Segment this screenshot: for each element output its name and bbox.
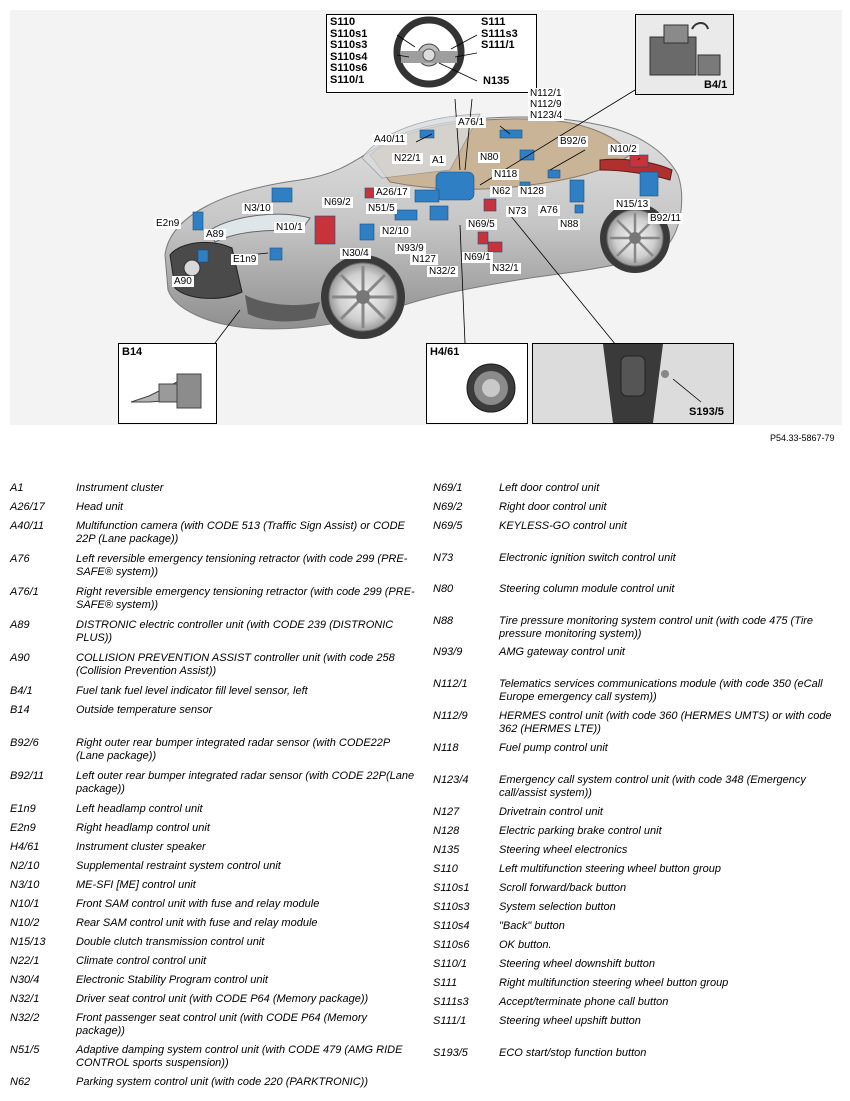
callout-label: A40/11 <box>374 134 405 145</box>
legend-code: N3/10 <box>10 879 40 891</box>
legend-code: S193/5 <box>433 1047 468 1059</box>
callout-label: A76/1 <box>458 117 485 128</box>
legend-description: Head unit <box>76 501 124 513</box>
legend-description: Driver seat control unit (with CODE P64 (Memory package)) <box>76 993 369 1005</box>
callout-label: A90 <box>174 276 192 287</box>
legend-description: Fuel tank fuel level indicator fill level sensor, left <box>76 685 308 697</box>
legend-code: N93/9 <box>433 646 463 658</box>
legend-code: A40/11 <box>10 520 45 532</box>
legend-code: N112/1 <box>433 678 468 690</box>
legend-description: Instrument cluster speaker <box>76 841 206 853</box>
legend-description: Steering wheel electronics <box>499 844 628 856</box>
callout-label: N112/1 <box>530 88 562 99</box>
legend-description: Left multifunction steering wheel button group <box>499 863 721 875</box>
legend-description: Right multifunction steering wheel button group <box>499 977 729 989</box>
legend-code: N80 <box>433 583 454 595</box>
callout-label: A76 <box>540 205 558 216</box>
callout-label: A89 <box>206 229 224 240</box>
legend-description: AMG gateway control unit <box>499 646 625 658</box>
legend-code: S111/1 <box>433 1015 467 1027</box>
eco-button-label: S193/5 <box>689 406 724 418</box>
legend-code: N69/2 <box>433 501 463 513</box>
legend-code: N51/5 <box>10 1044 40 1056</box>
callout-label: N32/1 <box>492 263 519 274</box>
sw-label: S111 <box>481 16 506 28</box>
legend-code: N73 <box>433 552 454 564</box>
legend-description: Climate control control unit <box>76 955 207 967</box>
legend-code: N62 <box>10 1076 31 1088</box>
legend-code: A90 <box>10 652 30 664</box>
speaker-inset <box>426 343 528 424</box>
speaker-icon <box>427 344 527 423</box>
sw-label: S111/1 <box>481 39 515 51</box>
legend-code: H4/61 <box>10 841 40 853</box>
legend-description: Front SAM control unit with fuse and relay module <box>76 898 320 910</box>
callout-label: N80 <box>480 152 499 163</box>
legend-description: Left headlamp control unit <box>76 803 203 815</box>
legend-description: Steering wheel downshift button <box>499 958 655 970</box>
callout-label: N118 <box>494 169 518 180</box>
callout-label: N128 <box>520 186 544 197</box>
callout-label: N10/1 <box>276 222 303 233</box>
legend-code: N32/2 <box>10 1012 40 1024</box>
legend-description: Supplemental restraint system control unit <box>76 860 281 872</box>
legend-description: Front passenger seat control unit (with CODE P64 (Memory package)) <box>76 1012 368 1037</box>
legend-description: ECO start/stop function button <box>499 1047 647 1059</box>
sw-label: S110s4 <box>330 50 368 63</box>
legend-code: N69/1 <box>433 482 463 494</box>
legend-description: OK button. <box>499 939 552 951</box>
legend-code: N10/1 <box>10 898 40 910</box>
legend-description: Rear SAM control unit with fuse and relay module <box>76 917 318 929</box>
legend-description: HERMES control unit (with code 360 (HERMES UMTS) or with code 362 (HERMES LTE)) <box>499 710 832 735</box>
legend-description: Telematics services communications module (with code 350 (eCall Europe emergency call system)) <box>499 678 823 703</box>
legend-description: Adaptive damping system control unit (with CODE 479 (AMG RIDE CONTROL sports suspension)) <box>76 1044 403 1069</box>
legend-code: B14 <box>10 704 30 716</box>
legend-code: E1n9 <box>10 803 36 815</box>
legend-description: Right outer rear bumper integrated radar sensor (with CODE22P (Lane package)) <box>76 737 390 762</box>
legend-description: Multifunction camera (with CODE 513 (Traffic Sign Assist) or CODE 22P (Lane package)) <box>76 520 405 545</box>
legend-description: ME-SFI [ME] control unit <box>76 879 196 891</box>
legend-code: B92/11 <box>10 770 45 782</box>
legend-code: N15/13 <box>10 936 46 948</box>
callout-label: E1n9 <box>233 254 257 265</box>
legend-code: S111s3 <box>433 996 469 1008</box>
sw-label: S110/1 <box>330 73 365 86</box>
callout-label: B92/11 <box>650 213 681 224</box>
legend-description: Electronic ignition switch control unit <box>499 552 676 564</box>
legend-description: Drivetrain control unit <box>499 806 603 818</box>
legend-description: Outside temperature sensor <box>76 704 213 716</box>
callout-label: N15/13 <box>616 199 649 210</box>
callout-label: N2/10 <box>382 226 409 237</box>
callout-label: N3/10 <box>244 203 271 214</box>
legend-code: A1 <box>10 482 24 494</box>
temperature-sensor-icon <box>119 344 216 423</box>
sw-label: S111s3 <box>481 27 518 40</box>
callout-label: N22/1 <box>394 153 421 164</box>
legend-description: Left outer rear bumper integrated radar sensor (with CODE 22P(Lane package)) <box>76 770 415 795</box>
legend-description: Left door control unit <box>499 482 600 494</box>
callout-label: N30/4 <box>342 248 369 259</box>
speaker-label: H4/61 <box>430 346 460 358</box>
callout-label: N69/1 <box>464 252 491 263</box>
fuel-sensor-label: B4/1 <box>704 79 728 91</box>
callout-label: N127 <box>412 254 436 265</box>
legend-description: Accept/terminate phone call button <box>499 996 669 1008</box>
legend-code: S110s1 <box>433 882 470 894</box>
legend-code: N127 <box>433 806 460 818</box>
legend-description: System selection button <box>499 901 616 913</box>
legend-code: N123/4 <box>433 774 469 786</box>
callout-label: N32/2 <box>429 266 456 277</box>
legend-code: N10/2 <box>10 917 40 929</box>
figure-reference-number: P54.33-5867-79 <box>770 433 835 443</box>
temperature-sensor-label: B14 <box>122 346 143 358</box>
sw-label-n135: N135 <box>483 75 510 87</box>
legend-code: A89 <box>10 619 30 631</box>
callout-label: A1 <box>432 155 445 166</box>
sw-label: S110s3 <box>330 39 368 51</box>
callout-label: B92/6 <box>560 136 587 147</box>
callout-label: N10/2 <box>610 144 637 155</box>
legend-description: Electronic Stability Program control unit <box>76 974 268 986</box>
legend-description: Right headlamp control unit <box>76 822 210 834</box>
sw-label: S110s6 <box>330 62 368 74</box>
legend-code: A26/17 <box>10 501 45 513</box>
fuel-sensor-inset <box>635 14 734 95</box>
legend-description: Left reversible emergency tensioning retractor (with code 299 (PRE-SAFE® system)) <box>76 553 408 578</box>
legend-code: S110s6 <box>433 939 470 951</box>
legend-code: N22/1 <box>10 955 40 967</box>
callout-label: N93/9 <box>397 243 424 254</box>
legend-description: COLLISION PREVENTION ASSIST controller unit (with code 258 (Collision Prevention Assist)) <box>76 652 395 677</box>
legend-description: Instrument cluster <box>76 482 164 494</box>
legend-code: A76 <box>10 553 30 565</box>
legend-description: Double clutch transmission control unit <box>76 936 265 948</box>
callout-label: N51/5 <box>368 203 395 214</box>
component-location-figure <box>10 10 842 425</box>
legend-description: Tire pressure monitoring system control unit (with code 475 (Tire pressure monitoring system)) <box>499 615 814 640</box>
legend-description: Fuel pump control unit <box>499 742 608 754</box>
legend-code: N135 <box>433 844 460 856</box>
legend-code: N118 <box>433 742 459 754</box>
callout-label: N88 <box>560 219 579 230</box>
legend-code: S110/1 <box>433 958 468 970</box>
legend-code: E2n9 <box>10 822 36 834</box>
callout-label: N112/9 <box>530 99 562 110</box>
callout-label: N123/4 <box>530 110 563 121</box>
left-button-group-list <box>330 17 367 86</box>
legend-description: Parking system control unit (with code 220 (PARKTRONIC)) <box>76 1076 368 1088</box>
sw-label: S110s1 <box>330 27 368 40</box>
sw-label: S110 <box>330 16 356 28</box>
callout-label: A26/17 <box>376 187 408 198</box>
legend-description: Emergency call system control unit (with code 348 (Emergency call/assist system)) <box>499 774 806 799</box>
legend-code: S110 <box>433 863 458 875</box>
legend-description: Scroll forward/back button <box>499 882 627 894</box>
callout-label: N69/5 <box>468 219 495 230</box>
legend-code: N32/1 <box>10 993 40 1005</box>
eco-button-inset <box>532 343 734 424</box>
legend-description: Right door control unit <box>499 501 607 513</box>
legend-description: "Back" button <box>499 920 565 932</box>
legend-code: A76/1 <box>10 586 39 598</box>
legend-code: B4/1 <box>10 685 33 697</box>
legend-code: S111 <box>433 977 458 989</box>
legend-code: N2/10 <box>10 860 40 872</box>
legend-code: N112/9 <box>433 710 468 722</box>
right-button-group-list <box>481 17 518 52</box>
legend-description: Steering wheel upshift button <box>499 1015 641 1027</box>
callout-label: N73 <box>508 206 527 217</box>
legend-code: N88 <box>433 615 454 627</box>
steering-wheel-inset <box>326 14 537 93</box>
legend-code: B92/6 <box>10 737 39 749</box>
legend-code: N69/5 <box>433 520 463 532</box>
legend-code: S110s3 <box>433 901 470 913</box>
legend-description: Electric parking brake control unit <box>499 825 662 837</box>
legend-code: S110s4 <box>433 920 470 932</box>
legend-code: N128 <box>433 825 460 837</box>
legend-description: KEYLESS-GO control unit <box>499 520 627 532</box>
legend-code: N30/4 <box>10 974 40 986</box>
legend-description: Steering column module control unit <box>499 583 675 595</box>
legend-description: DISTRONIC electric controller unit (with CODE 239 (DISTRONIC PLUS)) <box>76 619 394 644</box>
callout-label: N69/2 <box>324 197 351 208</box>
temperature-sensor-inset <box>118 343 217 424</box>
callout-label: N62 <box>492 186 511 197</box>
legend-description: Right reversible emergency tensioning retractor (with code 299 (PRE-SAFE® system)) <box>76 586 415 611</box>
callout-label: E2n9 <box>156 218 180 229</box>
